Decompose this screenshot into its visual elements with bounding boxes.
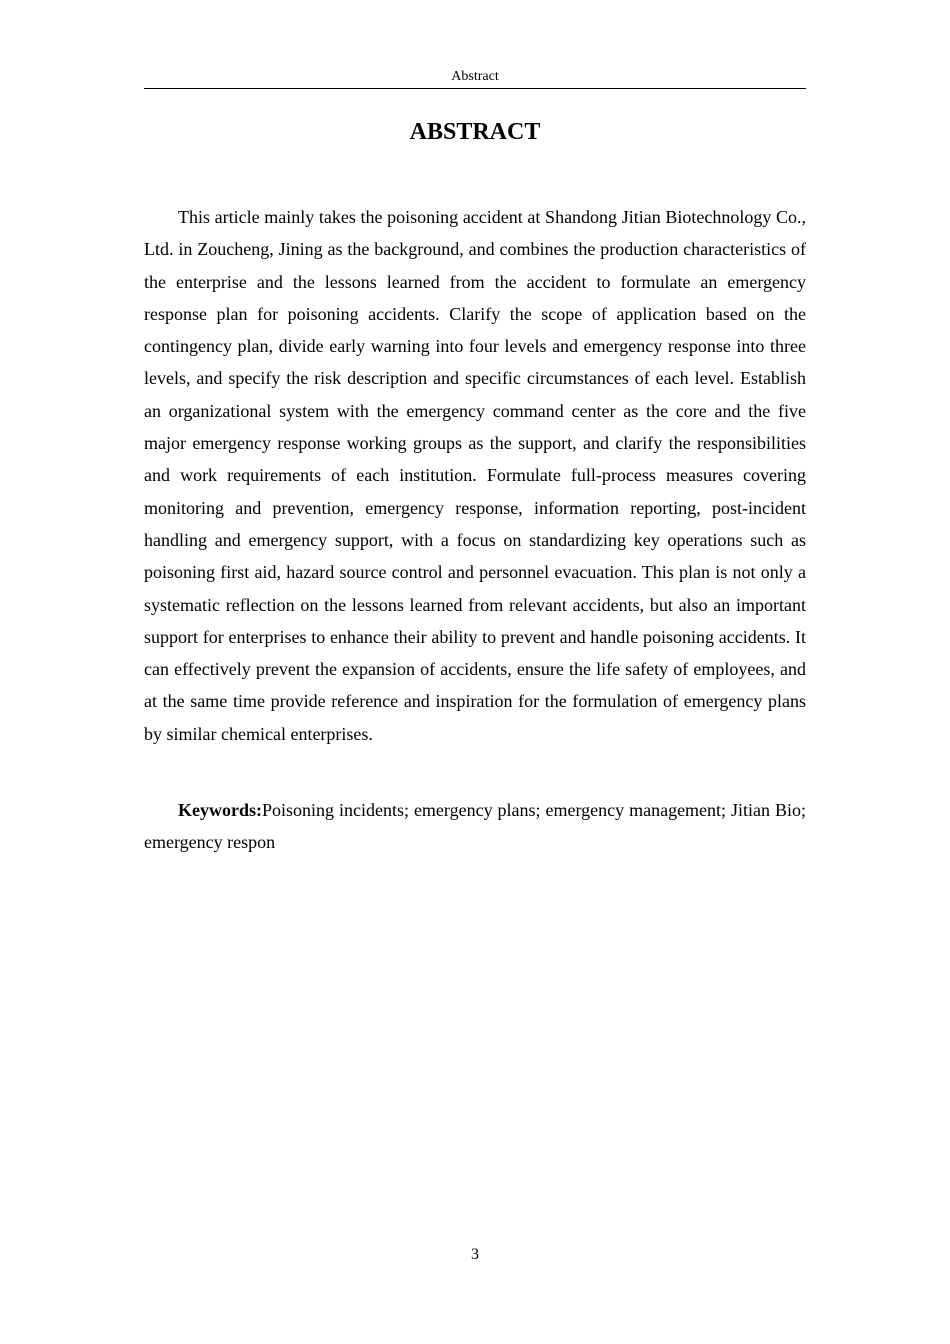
abstract-body: This article mainly takes the poisoning accident at Shandong Jitian Biotechnology Co., Ltd. in Zoucheng, Jining as the background, and combines the production characteristics of the enterprise and the lessons learned from the accident to formulate an emergency response plan for poisoning accidents. Clarify the scope of application based on the contingency plan, divide early warning into four levels and emergency response into three levels, and specify the risk description and specific circumstances of each level. Establish an organizational system with the emergency command center as the core and the five major emergency response working groups as the support, and clarify the responsibilities and work requirements of each institution. Formulate full-process measures covering monitoring and prevention, emergency response, information reporting, post-incident handling and emergency support, with a focus on standardizing key operations such as poisoning first aid, hazard source control and personnel evacuation. This plan is not only a systematic reflection on the lessons learned from relevant accidents, but also an important support for enterprises to enhance their ability to prevent and handle poisoning accidents. It can effectively prevent the expansion of accidents, ensure the life safety of employees, and at the same time provide reference and inspiration for the formulation of emergency plans by similar chemical enterprises. — [144, 207, 806, 744]
page-title: ABSTRACT — [409, 119, 541, 145]
keywords-paragraph — [144, 794, 806, 859]
keywords-text: Poisoning incidents; emergency plans; emergency management; Jitian Bio; emergency respon — [144, 800, 806, 853]
keywords-label: Keywords: — [178, 800, 262, 820]
running-header: Abstract — [451, 69, 499, 84]
page-number: 3 — [471, 1246, 479, 1263]
header-divider — [144, 88, 806, 89]
